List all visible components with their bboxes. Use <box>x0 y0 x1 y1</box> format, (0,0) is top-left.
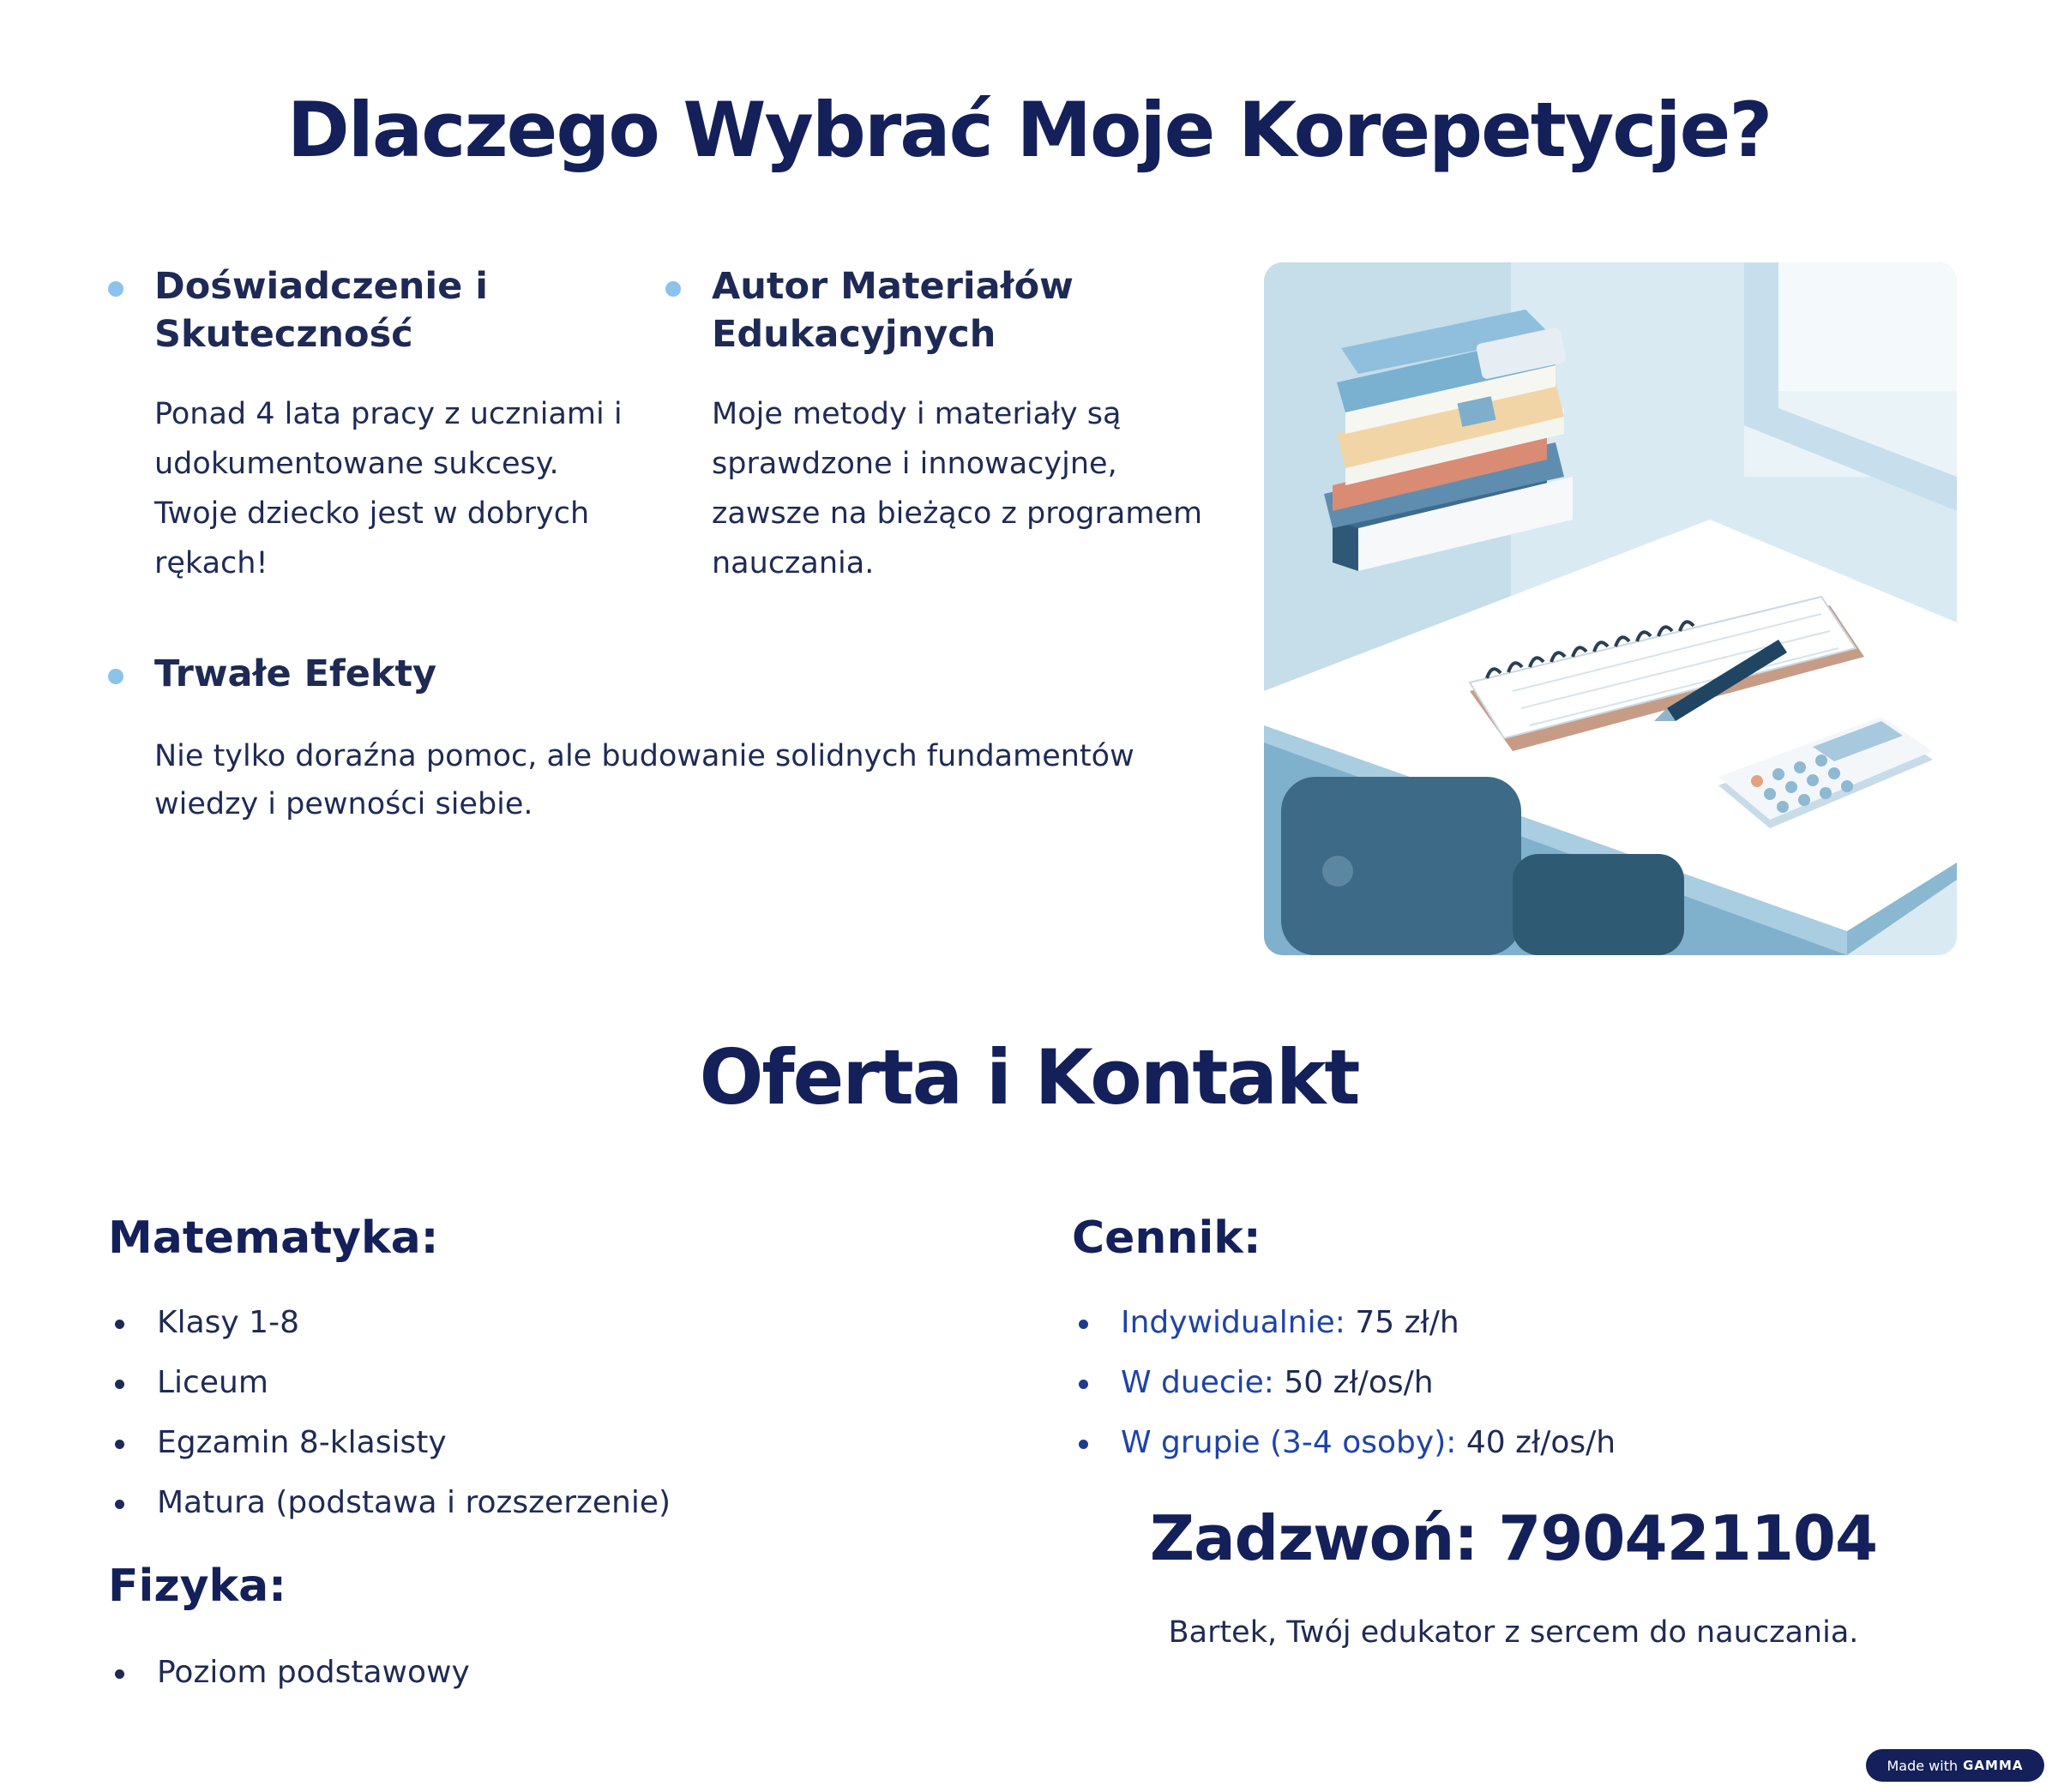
offer-title: Oferta i Kontakt <box>699 1033 1359 1122</box>
bullet-icon <box>115 1320 124 1329</box>
price-value: 50 zł/os/h <box>1273 1365 1434 1400</box>
pricing-heading: Cennik: <box>1072 1212 1261 1264</box>
math-heading: Matematyka: <box>108 1212 439 1264</box>
list-item: Liceum <box>108 1353 880 1413</box>
price-item <box>1072 1353 1844 1413</box>
physics-list <box>108 1643 880 1703</box>
bullet-icon <box>115 1440 124 1449</box>
badge-prefix: Made with <box>1886 1757 1959 1774</box>
bullet-icon <box>115 1380 124 1389</box>
call-to-action-phone: Zadzwoń: 790421104 <box>1149 1502 1878 1574</box>
feature-title: Trwałe Efekty <box>154 652 437 695</box>
list-item: Klasy 1-8 <box>108 1293 880 1353</box>
bullet-icon <box>115 1500 124 1509</box>
bullet-icon <box>1079 1320 1088 1329</box>
list-item: Poziom podstawowy <box>108 1643 880 1703</box>
bullet-dot-icon <box>108 281 123 297</box>
list-item: Egzamin 8-klasisty <box>108 1413 880 1473</box>
bullet-dot-icon <box>665 281 681 297</box>
list-item: Matura (podstawa i rozszerzenie) <box>108 1473 880 1533</box>
feature-experience <box>108 262 640 588</box>
study-desk-illustration <box>1264 262 1957 955</box>
page-title: Dlaczego Wybrać Moje Korepetycje? <box>286 86 1772 174</box>
price-label: W grupie (3-4 osoby): <box>1121 1425 1457 1460</box>
feature-lasting-effects <box>108 650 1223 839</box>
pricing-list <box>1072 1293 1844 1473</box>
price-label: Indywidualnie: <box>1121 1305 1345 1340</box>
signature-text: Bartek, Twój edukator z sercem do nauczania. <box>1168 1615 1859 1650</box>
made-with-gamma-badge[interactable] <box>1866 1749 2044 1782</box>
feature-text: Nie tylko doraźna pomoc, ale budowanie solidnych fundamentów wiedzy i pewności siebie. <box>154 739 1134 821</box>
feature-text: Moje metody i materiały są sprawdzone i innowacyjne, zawsze na bieżąco z programem nauczania. <box>712 397 1203 580</box>
feature-materials <box>665 262 1214 588</box>
feature-text: Ponad 4 lata pracy z uczniami i udokumentowane sukcesy. Twoje dziecko jest w dobrych rękach! <box>154 397 623 580</box>
price-item <box>1072 1413 1844 1473</box>
physics-heading: Fizyka: <box>108 1560 286 1612</box>
price-label: W duecie: <box>1121 1365 1274 1400</box>
feature-title: Doświadczenie i Skuteczność <box>154 265 488 356</box>
price-value: 40 zł/os/h <box>1456 1425 1616 1460</box>
bullet-icon <box>1079 1380 1088 1389</box>
math-list <box>108 1293 880 1533</box>
bullet-dot-icon <box>108 669 123 684</box>
bullet-icon <box>115 1669 124 1679</box>
gamma-logo: GAMMA <box>1963 1758 2024 1773</box>
price-item <box>1072 1293 1844 1353</box>
bullet-icon <box>1079 1440 1088 1449</box>
feature-title: Autor Materiałów Edukacyjnych <box>712 265 1074 356</box>
price-value: 75 zł/h <box>1345 1305 1459 1340</box>
